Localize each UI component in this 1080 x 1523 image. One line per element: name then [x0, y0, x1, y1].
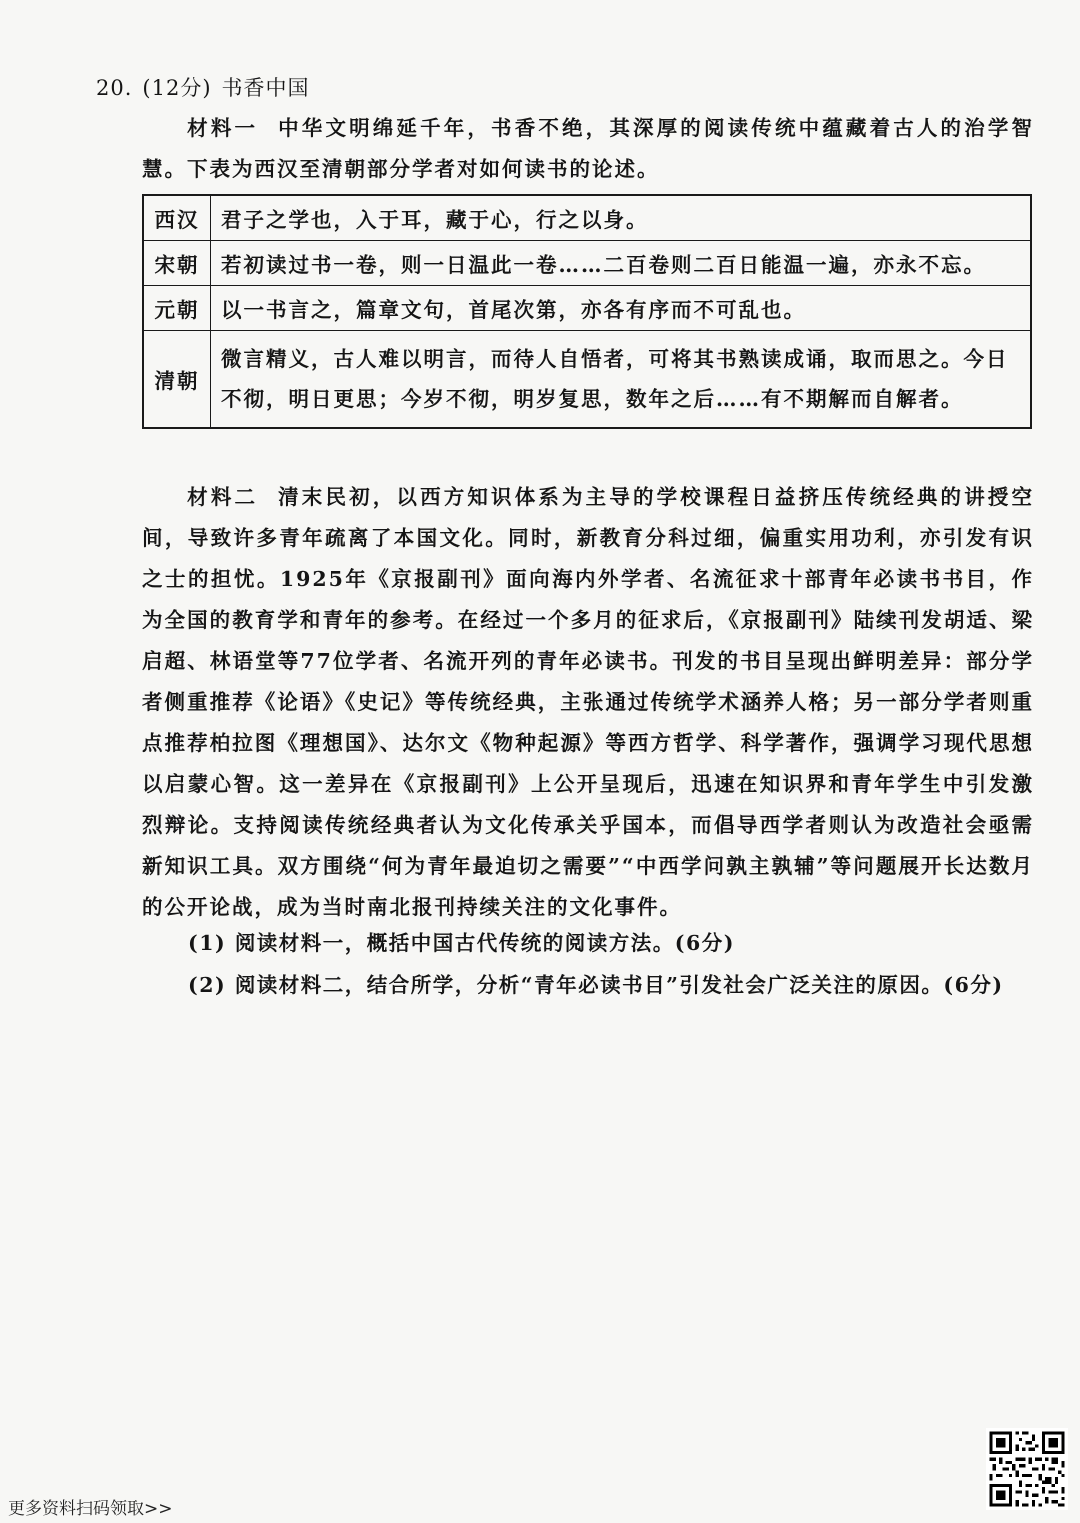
reading-methods-table	[142, 194, 1032, 429]
qr-code-icon[interactable]	[986, 1428, 1068, 1510]
table-era: 宋朝	[143, 241, 211, 286]
table-row	[143, 241, 1031, 286]
table-row	[143, 286, 1031, 331]
sub-question-text: 阅读材料二，结合所学，分析“青年必读书目”引发社会广泛关注的原因。(6分)	[234, 973, 1004, 997]
question-heading	[96, 72, 320, 102]
table-text: 以一书言之，篇章文句，首尾次第，亦各有序而不可乱也。	[211, 286, 1032, 331]
material-2-text: 清末民初，以西方知识体系为主导的学校课程日益挤压传统经典的讲授空间，导致许多青年疏离了本国文化。同时，新教育分科过细，偏重实用功利，亦引发有识之士的担忧。1925年《京报副刊》面向海内外学者、名流征求十部青年必读书书目，作为全国的教育学和青年的参考。在经过一个多月的征求后，《京报副刊》陆续刊发胡适、梁启超、林语堂等77位学者、名流开列的青年必读书。刊发的书目呈现出鲜明差异：部分学者侧重推荐《论语》《史记》等传统经典，主张通过传统学术涵养人格；另一部分学者则重点推荐柏拉图《理想国》、达尔文《物种起源》等西方哲学、科学著作，强调学习现代思想以启蒙心智。这一差异在《京报副刊》上公开呈现后，迅速在知识界和青年学生中引发激烈辩论。支持阅读传统经典者认为文化传承关乎国本，而倡导西学者则认为改造社会亟需新知识工具。双方围绕“何为青年最迫切之需要”“中西学问孰主孰辅”等问题展开长达数月的公开论战，成为当时南北报刊持续关注的文化事件。	[142, 485, 1035, 919]
table-text: 微言精义，古人难以明言，而待人自悟者，可将其书熟读成诵，取而思之。今日不彻，明日更思；今岁不彻，明岁复思，数年之后……有不期解而自解者。	[211, 331, 1032, 429]
sub-question-text: 阅读材料一，概括中国古代传统的阅读方法。(6分)	[234, 931, 735, 955]
table-era: 元朝	[143, 286, 211, 331]
material-1-text: 中华文明绵延千年，书香不绝，其深厚的阅读传统中蕴藏着古人的治学智慧。下表为西汉至清朝部分学者对如何读书的论述。	[142, 116, 1035, 181]
material-1	[142, 108, 1034, 190]
sub-question-number: (2)	[188, 973, 227, 997]
question-score: (12分)	[142, 76, 212, 100]
table-era: 清朝	[143, 331, 211, 429]
table-era: 西汉	[143, 195, 211, 241]
question-title: 书香中国	[221, 76, 310, 100]
material-2	[142, 477, 1034, 928]
question-number: 20.	[96, 76, 133, 100]
table-text: 君子之学也，入于耳，藏于心，行之以身。	[211, 195, 1032, 241]
material-2-label: 材料二	[186, 485, 259, 509]
material-1-label: 材料一	[186, 116, 259, 140]
table-row	[143, 331, 1031, 429]
sub-question-1	[142, 921, 1034, 965]
sub-question-number: (1)	[188, 931, 227, 955]
table-text: 若初读过书一卷，则一日温此一卷……二百卷则二百日能温一遍，亦永不忘。	[211, 241, 1032, 286]
footer-link[interactable]: 更多资料扫码领取>>	[8, 1499, 173, 1519]
table-row	[143, 195, 1031, 241]
sub-question-2	[142, 963, 1034, 1007]
